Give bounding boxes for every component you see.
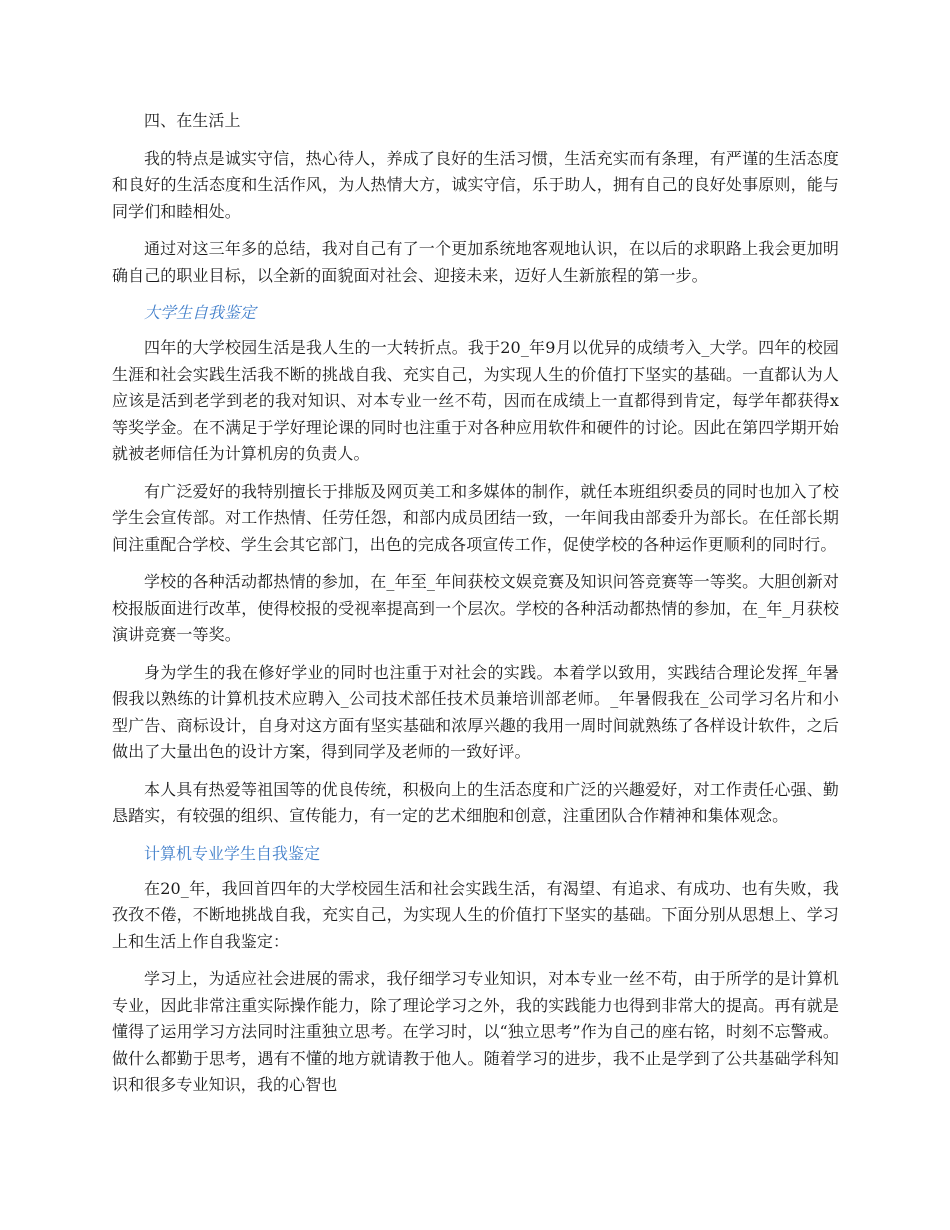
article-1-paragraph: 身为学生的我在修好学业的同时也注重于对社会的实践。本着学以致用，实践结合理论发挥_年暑假我以熟练的计算机技术应聘入_公司技术部任技术员兼培训部老师。_年暑假我在_公司学习名片和小型广告、商标设计，自身对这方面有坚实基础和浓厚兴趣的我用一周时间就熟练了各样设计软件，之后做出了大量出色的设计方案，得到同学及老师的一致好评。 [112, 662, 839, 761]
article-1-paragraph: 四年的大学校园生活是我人生的一大转折点。我于20_年9月以优异的成绩考入_大学。四年的校园生涯和社会实践生活我不断的挑战自我、充实自己，为实现人生的价值打下坚实的基础。一直都认为人应该是活到老学到老的我对知识、对本专业一丝不苟，因而在成绩上一直都得到肯定，每学年都获得x等奖学金。在不满足于学好理论课的同时也注重于对各种应用软件和硬件的讨论。因此在第四学期开始就被老师信任为计算机房的负责人。 [112, 338, 839, 463]
article-1-paragraph: 学校的各种活动都热情的参加，在_年至_年间获校文娱竞赛及知识问答竞赛等一等奖。大胆创新对校报版面进行改革，使得校报的受视率提高到一个层次。学校的各种活动都热情的参加，在_年_月获校演讲竞赛一等奖。 [112, 572, 839, 644]
article-2-title: 计算机专业学生自我鉴定 [144, 843, 321, 863]
article-2-paragraph: 在20_年，我回首四年的大学校园生活和社会实践生活，有渴望、有追求、有成功、也有失败，我孜孜不倦，不断地挑战自我，充实自己，为实现人生的价值打下坚实的基础。下面分别从思想上、学习上和生活上作自我鉴定： [112, 878, 839, 951]
life-paragraph-1: 我的特点是诚实守信，热心待人，养成了良好的生活习惯，生活充实而有条理，有严谨的生活态度和良好的生活态度和生活作风，为人热情大方，诚实守信，乐于助人，拥有自己的良好处事原则，能与同学们和睦相处。 [112, 148, 839, 221]
life-section-heading: 四、在生活上 [144, 111, 241, 130]
article-1-title: 大学生自我鉴定 [144, 303, 257, 322]
document-page [112, 108, 839, 1110]
life-paragraph-2: 通过对这三年多的总结，我对自己有了一个更加系统地客观地认识，在以后的求职路上我会更加明确自己的职业目标，以全新的面貌面对社会、迎接未来，迈好人生新旅程的第一步。 [112, 239, 839, 285]
article-2-paragraph: 学习上，为适应社会进展的需求，我仔细学习专业知识，对本专业一丝不苟，由于所学的是计算机专业，因此非常注重实际操作能力，除了理论学习之外，我的实践能力也得到非常大的提高。再有就是懂得了运用学习方法同时注重独立思考。在学习时，以“独立思考”作为自己的座右铭，时刻不忘警戒。做什么都勤于思考，遇有不懂的地方就请教于他人。随着学习的进步，我不止是学到了公共基础学科知识和很多专业知识，我的心智也 [112, 969, 839, 1094]
article-1-paragraph: 有广泛爱好的我特别擅长于排版及网页美工和多媒体的制作，就任本班组织委员的同时也加入了校学生会宣传部。对工作热情、任劳任怨，和部内成员团结一致，一年间我由部委升为部长。在任部长期间注重配合学校、学生会其它部门，出色的完成各项宣传工作，促使学校的各种运作更顺利的同时行。 [112, 481, 839, 554]
article-1-paragraph: 本人具有热爱等祖国等的优良传统，积极向上的生活态度和广泛的兴趣爱好，对工作责任心强、勤恳踏实，有较强的组织、宣传能力，有一定的艺术细胞和创意，注重团队合作精神和集体观念。 [112, 779, 839, 825]
